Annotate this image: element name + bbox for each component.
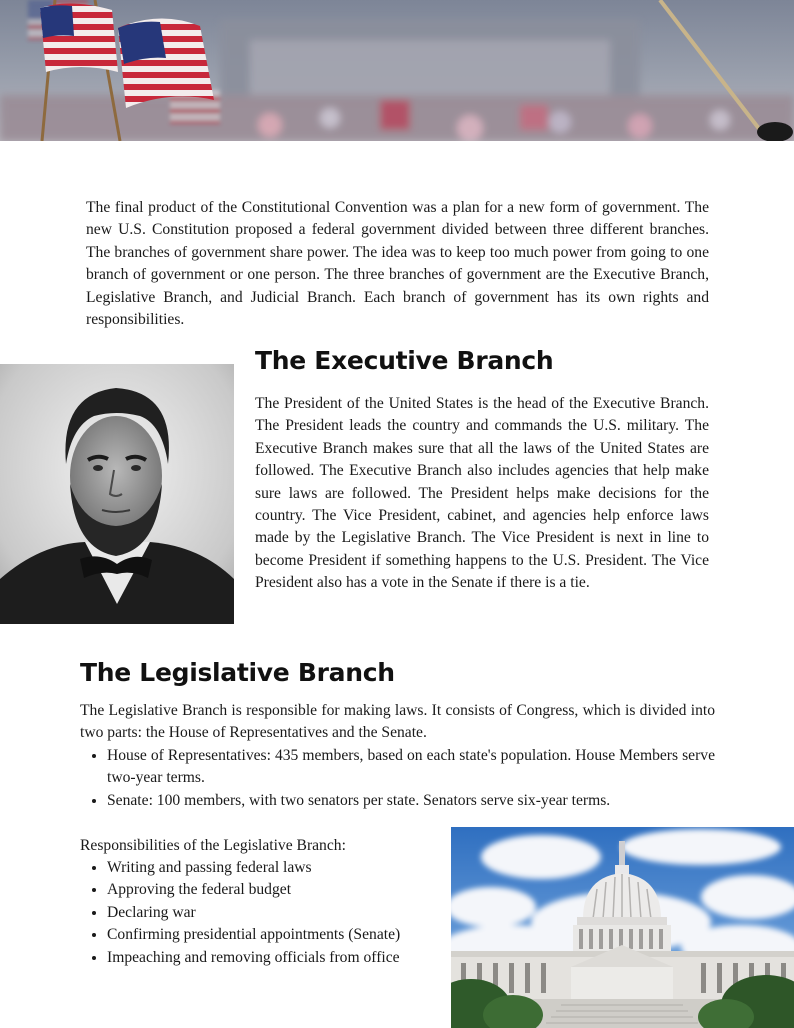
- responsibilities-heading: Responsibilities of the Legislative Branch:: [80, 837, 346, 854]
- list-item: • Impeaching and removing officials from office: [107, 947, 440, 969]
- list-item-house: • House of Representatives: 435 members, based on each state's population. House Members serve two-year terms.: [107, 745, 715, 790]
- executive-branch-heading: The Executive Branch: [255, 346, 554, 375]
- list-item-senate: • Senate: 100 members, with two senators per state. Senators serve six-year terms.: [107, 790, 715, 812]
- header-flags-photo: [0, 0, 794, 141]
- legislative-branch-paragraph: The Legislative Branch is responsible for making laws. It consists of Congress, which is divided into two parts: the House of Representatives and the Senate.: [80, 702, 715, 742]
- executive-branch-paragraph: The President of the United States is the head of the Executive Branch. The President leads the country and commands the U.S. military. The Executive Branch makes sure that all the laws of the United States are followed. The Executive Branch also includes agencies that help make sure laws are followed. The President helps make decisions for the country. The Vice President, cabinet, and agencies help enforce laws made by the Legislative Branch. The Vice President is next in line to become President if something happens to the U.S. President. The Vice President also has a vote in the Senate if there is a tie.: [255, 395, 709, 592]
- list-item: • Confirming presidential appointments (Senate): [107, 924, 440, 946]
- president-portrait-photo: [0, 364, 234, 624]
- congress-parts-list: [80, 745, 715, 812]
- list-item: • Writing and passing federal laws: [107, 857, 440, 879]
- capitol-building-photo: [451, 827, 794, 1028]
- responsibilities-list: [80, 857, 440, 969]
- intro-paragraph: The final product of the Constitutional Convention was a plan for a new form of government. The new U.S. Constitution proposed a federal government divided between three different branches. The branches of government share power. The idea was to keep too much power from going to one branch of government or one person. The three branches of government are the Executive Branch, Legislative Branch, and Judicial Branch. Each branch of government has its own rights and responsibilities.: [86, 199, 709, 329]
- list-item: • Declaring war: [107, 902, 440, 924]
- legislative-branch-heading: The Legislative Branch: [80, 658, 395, 687]
- list-item: • Approving the federal budget: [107, 879, 440, 901]
